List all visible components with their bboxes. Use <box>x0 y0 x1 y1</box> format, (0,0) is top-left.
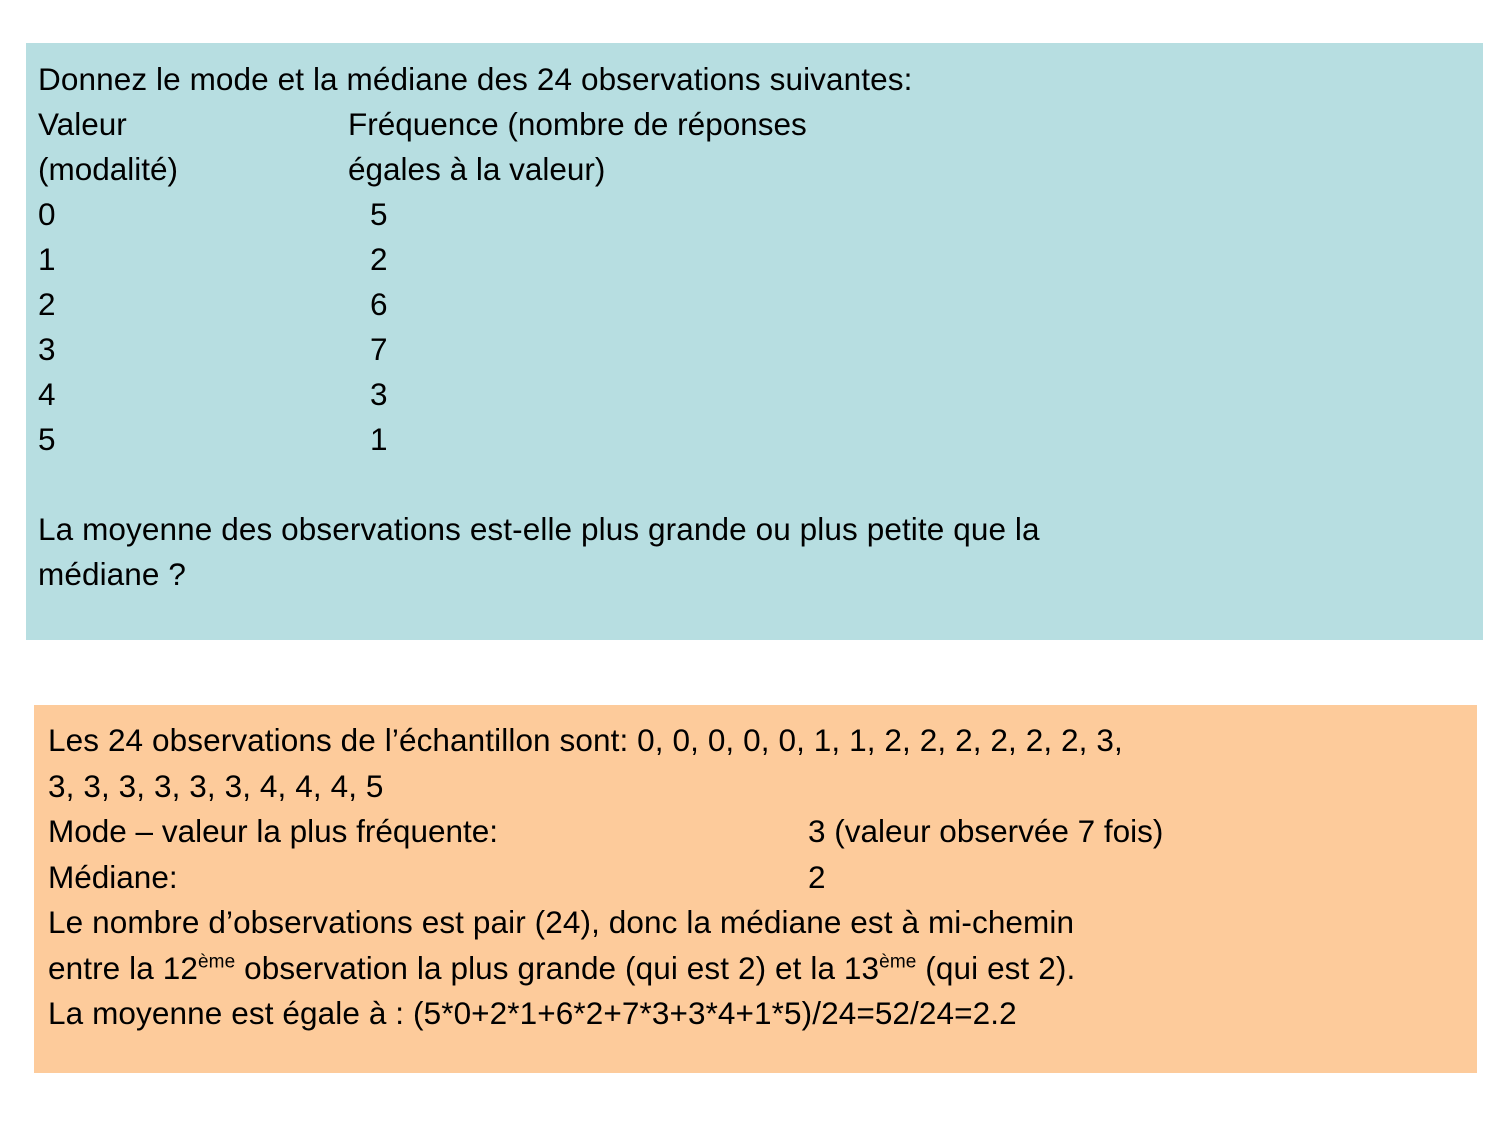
table-cell-frequency: 1 <box>370 421 388 457</box>
question-panel <box>26 43 1483 640</box>
median-label: Médiane: <box>48 858 178 895</box>
table-row <box>38 417 1483 462</box>
explanation-line-1: Le nombre d’observations est pair (24), donc la médiane est à mi-chemin <box>48 904 1075 940</box>
table-row <box>38 237 1483 282</box>
mean-calculation-line: La moyenne est égale à : (5*0+2*1+6*2+7*3+3*4+1*5)/24=52/24=2.2 <box>48 995 1017 1031</box>
follow-up-question-line-2: médiane ? <box>38 556 187 592</box>
table-cell-value: 1 <box>38 241 56 277</box>
table-cell-value: 0 <box>38 196 56 232</box>
table-header-row-2 <box>38 147 1483 192</box>
table-header-row-1 <box>38 102 1483 147</box>
table-row <box>38 282 1483 327</box>
sample-observations-line-2: 3, 3, 3, 3, 3, 3, 4, 4, 4, 5 <box>48 767 384 804</box>
table-cell-value: 5 <box>38 421 56 457</box>
table-cell-value: 3 <box>38 331 56 367</box>
sample-observations-line-1: Les 24 observations de l’échantillon sont: 0, 0, 0, 0, 0, 1, 1, 2, 2, 2, 2, 2, 2, 3, <box>48 722 1123 758</box>
median-row <box>48 855 1477 901</box>
explanation-line-2 <box>48 946 1477 992</box>
answer-panel <box>34 705 1477 1073</box>
table-cell-frequency: 5 <box>370 196 388 232</box>
table-cell-frequency: 2 <box>370 241 388 277</box>
table-row <box>38 372 1483 417</box>
explanation-line-2-part-b: observation la plus grande (qui est 2) et la 13 <box>235 949 880 986</box>
table-header-frequency-line1: Fréquence (nombre de réponses <box>348 106 807 142</box>
table-cell-value: 4 <box>38 376 56 412</box>
table-cell-frequency: 3 <box>370 376 388 412</box>
ordinal-suffix-13: ème <box>879 951 917 972</box>
table-header-frequency-line2: égales à la valeur) <box>348 151 606 187</box>
median-value: 2 <box>808 858 826 895</box>
follow-up-question-line-1: La moyenne des observations est-elle plus grande ou plus petite que la <box>38 511 1040 547</box>
ordinal-suffix-12: ème <box>197 951 236 972</box>
table-cell-value: 2 <box>38 286 56 322</box>
table-header-value-line1: Valeur <box>38 106 127 142</box>
mode-label: Mode – valeur la plus fréquente: <box>48 813 499 849</box>
spacer <box>38 462 1483 507</box>
question-prompt: Donnez le mode et la médiane des 24 observations suivantes: <box>38 61 913 97</box>
mode-row <box>48 809 1477 855</box>
table-cell-frequency: 6 <box>370 286 388 322</box>
table-row <box>38 192 1483 237</box>
explanation-line-2-part-a: entre la 12 <box>48 949 198 986</box>
table-header-value-line2: (modalité) <box>38 151 179 187</box>
explanation-line-2-part-c: (qui est 2). <box>916 949 1076 986</box>
mode-value: 3 (valeur observée 7 fois) <box>808 813 1164 849</box>
table-cell-frequency: 7 <box>370 331 388 367</box>
table-row <box>38 327 1483 372</box>
